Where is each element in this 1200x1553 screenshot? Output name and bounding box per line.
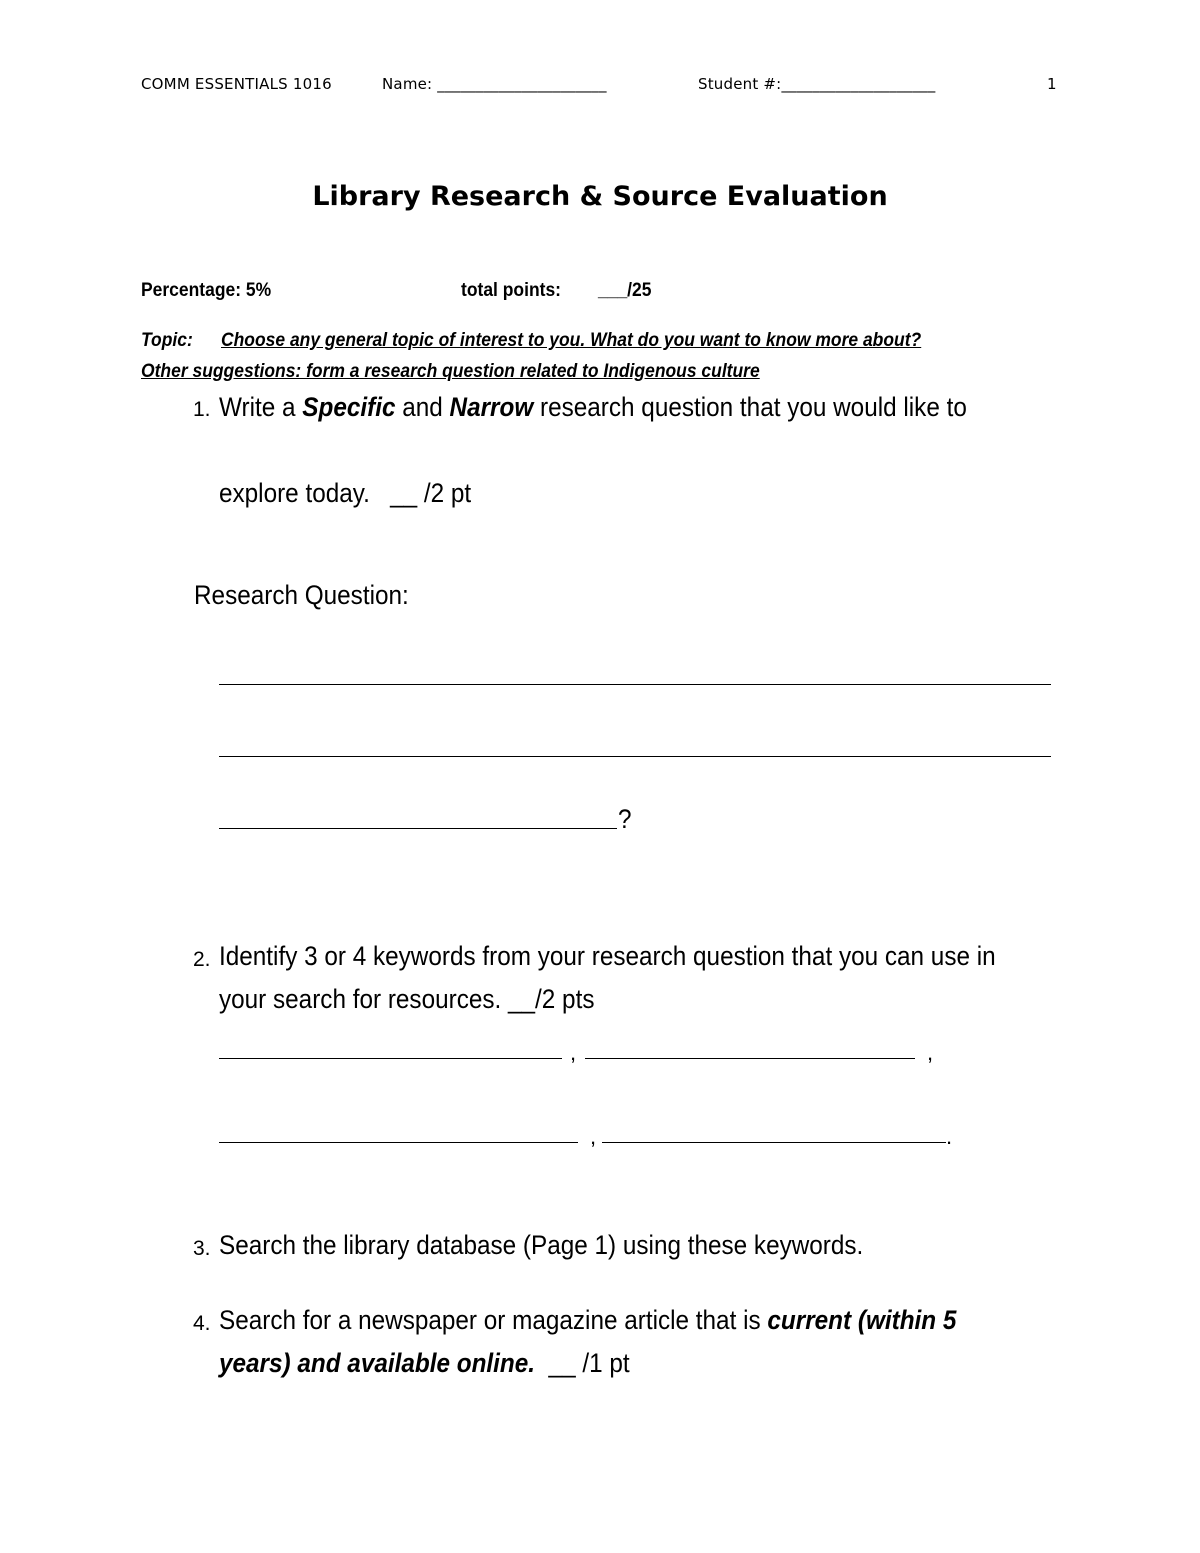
question-4-line-1: Search for a newspaper or magazine article that is current (within 5 [219,1305,957,1335]
name-field-label: Name: ______________________ [382,75,607,93]
question-1-line-1: Write a Specific and Narrow research question that you would like to [219,392,967,422]
topic-label: Topic: [141,330,193,351]
keyword-separator: , [570,1040,577,1065]
question-1-line-2: explore today. __ /2 pt [219,478,472,508]
total-points-label: total points: [461,280,562,301]
percentage-label: Percentage: 5% [141,280,272,301]
question-2-line-2: your search for resources. __/2 pts [219,984,595,1014]
question-4-line-2: years) and available online. __ /1 pt [219,1348,630,1378]
keyword-separator: , [927,1040,934,1065]
page-number: 1 [1047,75,1057,93]
document-title: Library Research & Source Evaluation [312,181,888,212]
question-4-number: 4. [193,1312,211,1335]
question-1-number: 1. [193,398,211,421]
question-3-number: 3. [193,1237,211,1260]
keyword-blank-2[interactable] [585,1058,915,1059]
question-2-line-1: Identify 3 or 4 keywords from your research question that you can use in [219,941,996,971]
answer-line-2[interactable] [219,756,1051,757]
topic-line-2: Other suggestions: form a research question related to Indigenous culture [141,361,760,382]
keyword-blank-1[interactable] [219,1058,562,1059]
course-label: COMM ESSENTIALS 1016 [141,75,332,93]
keyword-blank-4[interactable] [602,1142,946,1143]
question-mark: ? [618,804,632,834]
research-question-label: Research Question: [194,580,409,610]
topic-line-1: Choose any general topic of interest to you. What do you want to know more about? [221,330,922,351]
answer-line-3[interactable] [219,828,617,829]
question-3-text: Search the library database (Page 1) using these keywords. [219,1230,864,1260]
keyword-separator: , [590,1124,597,1149]
keyword-end-period: . [946,1124,953,1149]
total-points-value: ___/25 [598,280,652,301]
student-number-label: Student #:____________________ [698,75,936,93]
answer-line-1[interactable] [219,684,1051,685]
keyword-blank-3[interactable] [219,1142,578,1143]
question-2-number: 2. [193,948,211,971]
